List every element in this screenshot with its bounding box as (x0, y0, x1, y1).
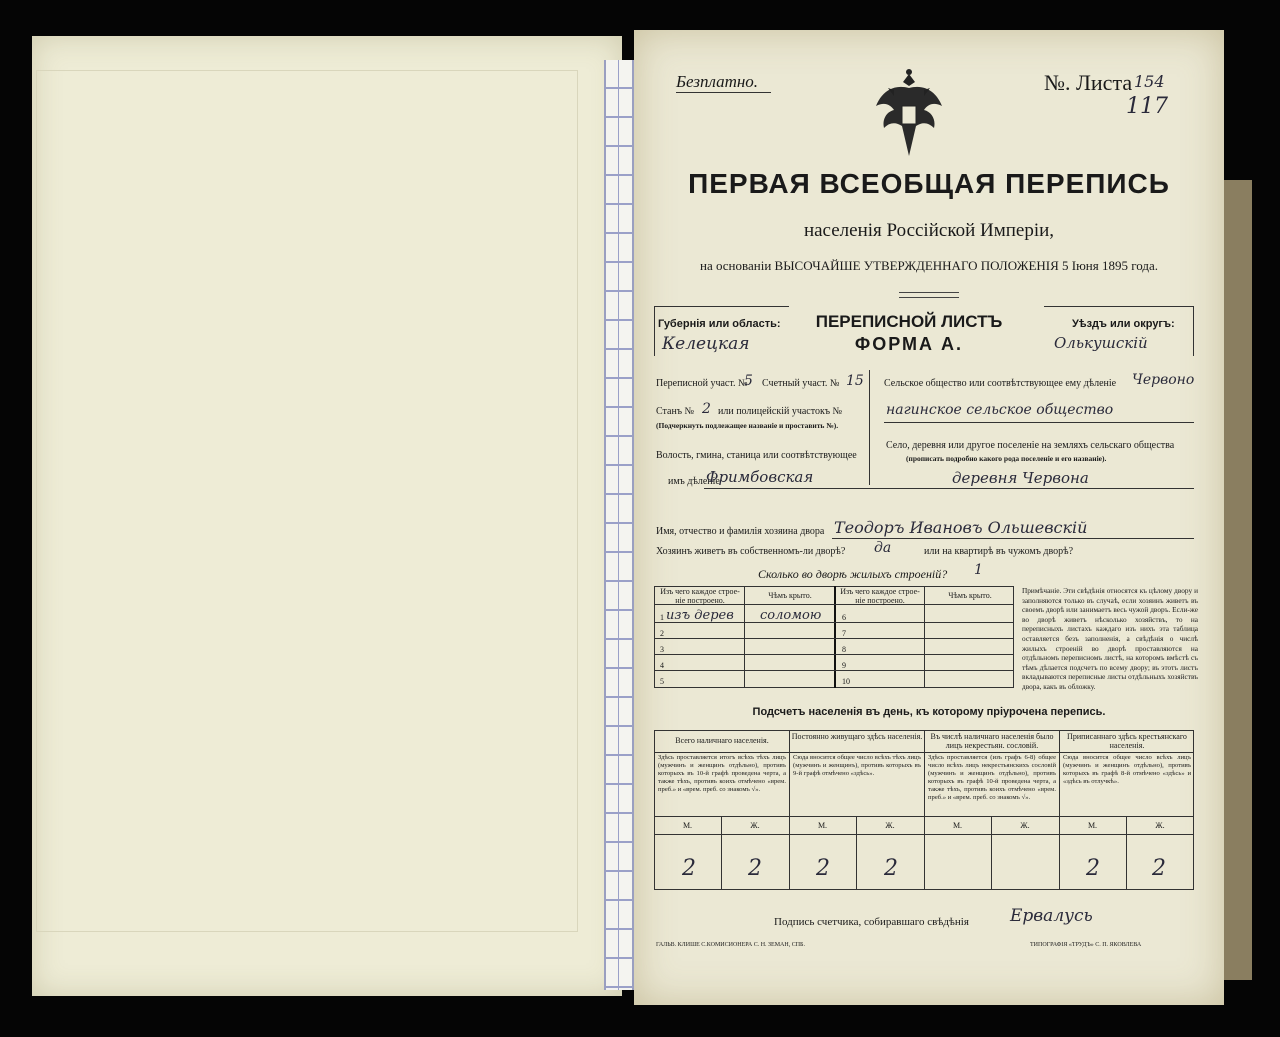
population-col4-body: Сюда вносится общее число всѣхъ лицъ (мужчинъ и женщинъ отдѣльно), противъ которыхъ въ графѣ 8-й отмѣчено «здѣсь» и «здѣсь въ отлучкѣ». (1063, 754, 1191, 785)
population-f-label: Ж. (1020, 821, 1030, 830)
signature-label: Подпись счетчика, собиравшаго свѣдѣнія (774, 916, 969, 928)
population-value-total-m: 2 (682, 856, 696, 881)
buildings-row-line (654, 638, 1014, 639)
double-headed-eagle-icon (874, 66, 944, 164)
buildings-row-line (654, 654, 1014, 655)
census-area-label: Переписной участ. № (656, 378, 748, 389)
buildings-row-4: 4 (660, 661, 664, 670)
province-value: Келецкая (662, 334, 750, 354)
population-title: Подсчетъ населенія въ день, къ которому пріурочена перепись. (752, 706, 1106, 718)
page-stack-edge (1222, 180, 1252, 980)
stan-label: Станъ № (656, 406, 695, 417)
printer-right: ТИПОГРАФІЯ «ТРУДЪ» С. П. ЯКОВЛЕВА (1030, 942, 1142, 948)
printer-left: ГАЛЬВ. КЛИШЕ С.КОМИСИОНЕРА С. Н. ЗЕМАН, СПБ. (656, 942, 805, 948)
owner-line (832, 538, 1194, 539)
population-mf-line (654, 834, 1194, 835)
population-f-label: Ж. (885, 821, 895, 830)
buildings-row-10: 10 (842, 677, 850, 686)
ornament-divider (899, 292, 959, 298)
form-name: ФОРМА А. (854, 334, 964, 354)
population-header-line (654, 752, 1194, 753)
population-col-divider (789, 730, 790, 890)
sheet-number-value: 154 (1134, 72, 1165, 91)
owner-value: Теодоръ Ивановъ Ольшевскій (834, 518, 1088, 537)
population-value-peasant-m: 2 (1086, 856, 1100, 881)
stan-value: 2 (702, 401, 711, 417)
population-col1-head: Всего наличнаго населенія. (675, 736, 769, 745)
village-value: деревня Червона (952, 469, 1089, 487)
buildings-row-1: 1 (660, 613, 664, 622)
buildings-label: Сколько во дворѣ жилыхъ строеній? (758, 567, 948, 581)
community-value-2: нагинское сельское общество (886, 402, 1114, 418)
population-value-peasant-f: 2 (1152, 856, 1166, 881)
census-basis: на основаніи ВЫСОЧАЙШЕ УТВЕРЖДЕННАГО ПОЛОЖЕНІЯ 5 Іюня 1895 года. (699, 258, 1159, 273)
building-1-roof: соломою (760, 608, 822, 623)
population-col3-head: Въ числѣ наличнаго населенія было лицъ некрестьян. сословій. (930, 732, 1054, 750)
population-m-label: М. (817, 821, 828, 830)
volost-value: Фримбовская (706, 468, 814, 486)
binding-grid-strip (604, 60, 634, 990)
population-m-label: М. (952, 821, 963, 830)
buildings-row-line (654, 670, 1014, 671)
buildings-col-divider-1 (744, 586, 745, 688)
population-col2-body: Сюда вносится общее число всѣхъ тѣхъ лицъ (мужчинъ и женщинъ), противъ которыхъ въ 9-й графѣ отмѣчено «здѣсь». (793, 754, 921, 777)
sheet-number-value-2: 117 (1126, 94, 1168, 119)
building-1-material: изъ дерев (666, 608, 734, 623)
buildings-col3-header: Изъ чего каждое строе-ніе построено. (840, 587, 920, 605)
census-subtitle: населенія Россійской Имперіи, (803, 220, 1055, 241)
buildings-col1-header: Изъ чего каждое строе-ніе построено. (660, 587, 740, 605)
fields-divider (869, 370, 870, 485)
sheet-number-label: №. Листа (1044, 70, 1133, 95)
population-col-divider (1059, 730, 1060, 890)
community-line (884, 422, 1194, 423)
buildings-row-3: 3 (660, 645, 664, 654)
volost-label: Волость, гмина, станица или соотвѣтствующее (656, 450, 857, 461)
population-col-divider (924, 730, 925, 890)
sheet-title: ПЕРЕПИСНОЙ ЛИСТЪ (815, 312, 1003, 331)
village-note: (прописать подробно какого рода поселеніе и его названіе). (906, 454, 1107, 463)
community-value: Червоно (1132, 372, 1195, 388)
buildings-row-5: 5 (660, 677, 664, 686)
population-m-label: М. (682, 821, 693, 830)
population-col3-body: Здѣсь проставляется (изъ графъ 6-8) общее число всѣхъ лицъ некрестьянскихъ сословій (мужчинъ и женщинъ отдѣльно), противъ которыхъ въ графѣ 10-й проведена черта, а также тѣхъ, противъ коихъ отмѣчено «врем. преб.» и «врем. преб. со знакомъ √». (928, 754, 1056, 801)
population-body-line (654, 816, 1194, 817)
village-label: Село, деревня или другое поселеніе на земляхъ сельскаго общества (886, 440, 1175, 451)
buildings-row-9: 9 (842, 661, 846, 670)
count-area-label: Счетный участ. № (762, 378, 840, 389)
owner-label: Имя, отчество и фамилія хозяина двора (656, 526, 825, 537)
buildings-row-6: 6 (842, 613, 846, 622)
census-form-page (634, 30, 1224, 1005)
province-label: Губернія или область: (658, 318, 781, 330)
population-value-permanent-m: 2 (816, 856, 830, 881)
census-area-value: 5 (744, 373, 753, 389)
buildings-note: Примѣчаніе. Эти свѣдѣнія относятся къ цѣлому двору и заполняются только въ случаѣ, если хозяинъ живетъ въ своемъ дворѣ или занимаетъ весь чужой дворъ. Если-же во дворѣ живетъ нѣсколько хозяйствъ, то на переписныхъ листахъ каждаго изъ нихъ эта таблица оставляется безъ заполненія, а свѣдѣнія о числѣ жилыхъ строеній во дворѣ проставляются на отдѣльномъ переписномъ листѣ, на которомъ вмѣстѣ съ тѣмъ дѣлается подсчетъ по всему двору; въ этотъ листъ вкладываются переписные листы отдѣльныхъ хозяйствъ двора, какъ въ обложку. (1022, 586, 1198, 691)
county-value: Олькушскій (1054, 334, 1148, 352)
community-label: Сельское общество или соотвѣтствующее ему дѣленіе (884, 378, 1117, 389)
population-f-label: Ж. (1155, 821, 1165, 830)
owner-lives-value: да (874, 540, 892, 556)
stan-note: (Подчеркнуть подлежащее названіе и проставить №). (656, 421, 839, 430)
population-col4-head: Приписаннаго здѣсь крестьянскаго населенія. (1067, 732, 1187, 750)
buildings-value: 1 (974, 562, 983, 578)
buildings-col2-header: Чѣмъ крыто. (768, 591, 812, 600)
buildings-row-2: 2 (660, 629, 664, 638)
count-area-value: 15 (846, 373, 864, 389)
village-line (704, 488, 1194, 489)
buildings-col4-header: Чѣмъ крыто. (948, 591, 992, 600)
buildings-row-8: 8 (842, 645, 846, 654)
free-label: Безплатно. (676, 72, 759, 91)
population-f-label: Ж. (750, 821, 760, 830)
volost-label-2: имъ дѣленіе (668, 476, 720, 487)
county-label: Уѣздъ или округъ: (1072, 318, 1175, 330)
population-col2-head: Постоянно живущаго здѣсь населенія. (791, 732, 923, 741)
owner-lives-label-2: или на квартирѣ въ чужомъ дворѣ? (924, 546, 1074, 557)
population-col1-body: Здѣсь проставляется итогъ всѣхъ тѣхъ лицъ (мужчинъ и женщинъ отдѣльно), противъ которыхъ въ 10-й графѣ проведена черта, а также тѣхъ, противъ коихъ отмѣчено «врем. преб.» и «врем. преб. со знакомъ √». (658, 754, 786, 793)
population-value-permanent-f: 2 (884, 856, 898, 881)
left-page-margin-frame (36, 70, 578, 932)
stan-suffix: или полицейскій участокъ № (718, 406, 843, 417)
population-value-total-f: 2 (748, 856, 762, 881)
buildings-col-divider-2 (924, 586, 925, 688)
free-underline (676, 92, 771, 93)
census-title: ПЕРВАЯ ВСЕОБЩАЯ ПЕРЕПИСЬ (688, 168, 1170, 199)
population-m-label: М. (1087, 821, 1098, 830)
buildings-row-7: 7 (842, 629, 846, 638)
owner-lives-label: Хозяинъ живетъ въ собственномъ-ли дворѣ? (656, 546, 846, 557)
signature-value: Ервалусь (1010, 906, 1093, 926)
